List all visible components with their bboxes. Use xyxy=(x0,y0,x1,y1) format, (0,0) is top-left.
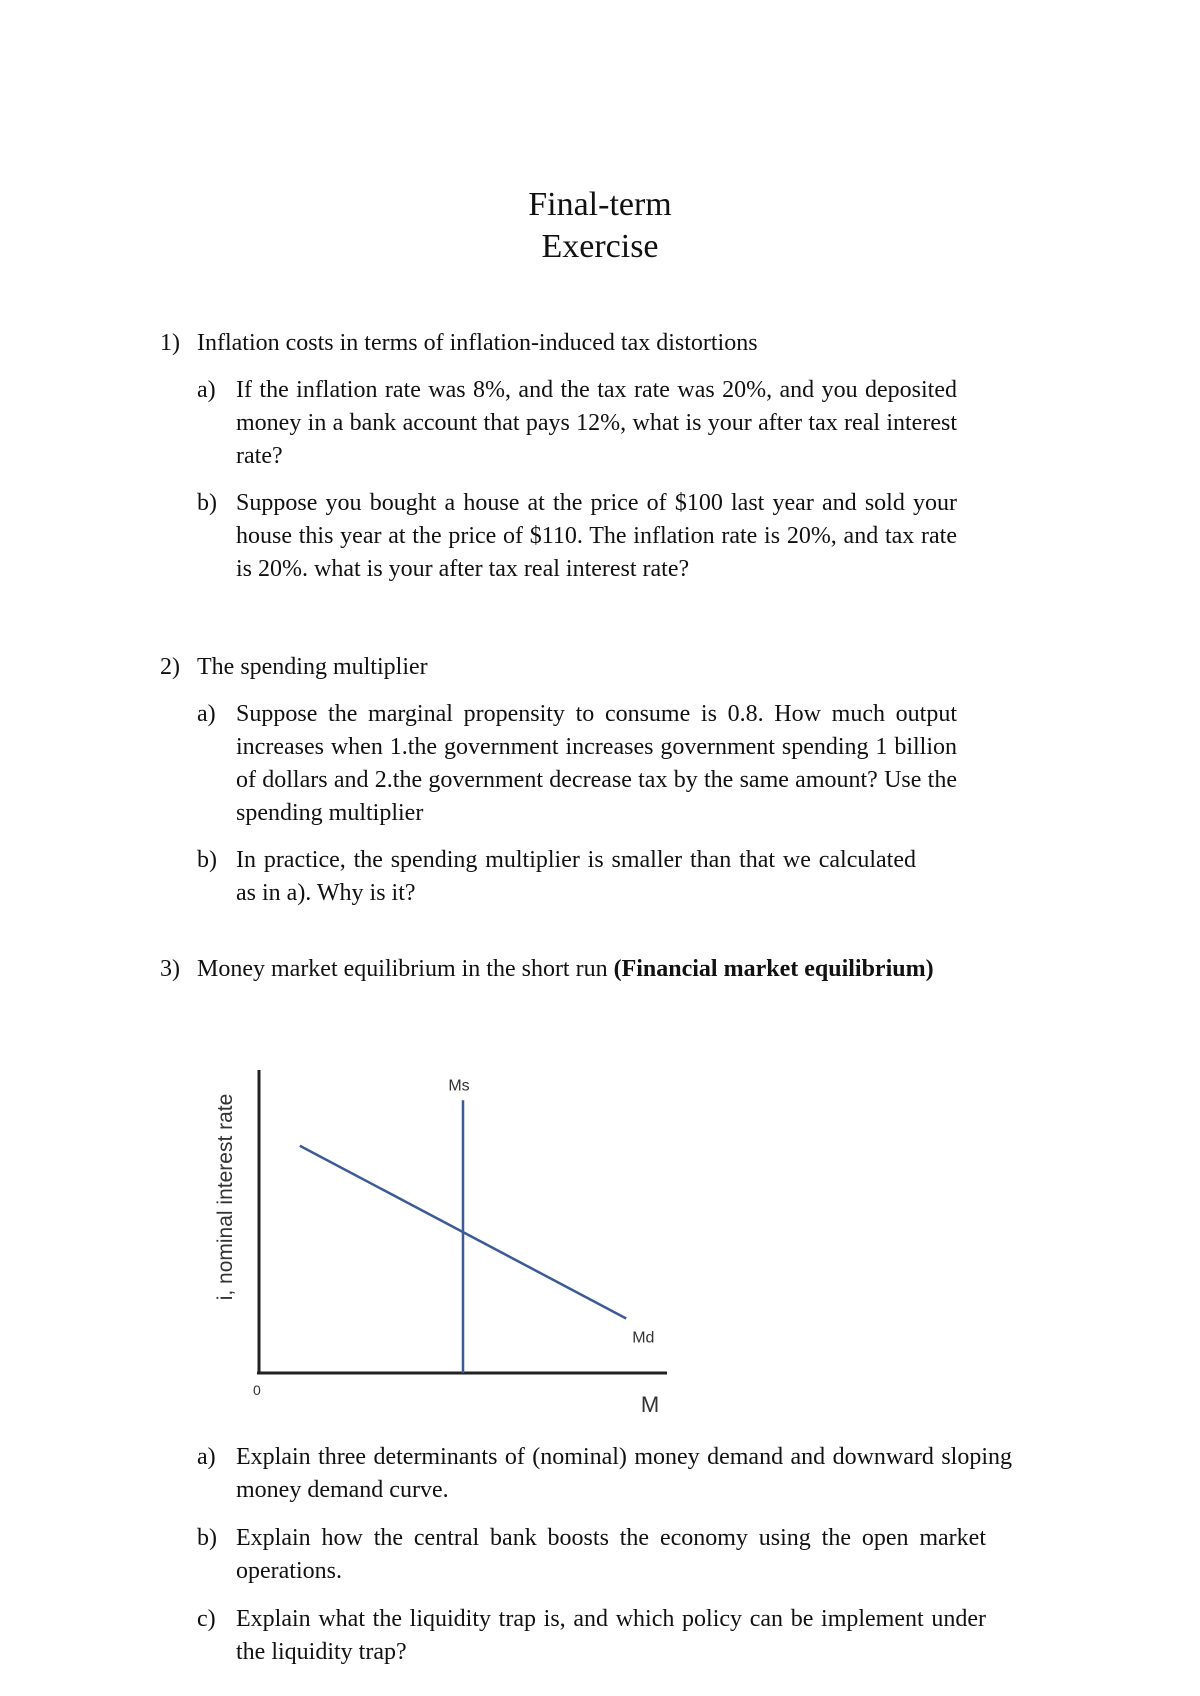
subquestion-text: Suppose you bought a house at the price of $100 last year and sold your house this year at the price of $110. The inflation rate is 20%, and tax rate is 20%. what is your after tax real interest rate? xyxy=(236,490,957,582)
question-number: 1) xyxy=(160,330,180,356)
question-3c xyxy=(197,1603,986,1669)
question-number: 2) xyxy=(160,654,180,680)
question-2b xyxy=(197,844,957,910)
subquestion-label: a) xyxy=(197,701,216,727)
y-axis-label: i, nominal interest rate xyxy=(214,1093,237,1301)
subquestion-label: b) xyxy=(197,490,217,516)
question-number: 3) xyxy=(160,956,180,982)
origin-label: 0 xyxy=(253,1382,261,1398)
page-title: Final-term xyxy=(528,186,672,223)
subquestion-label: b) xyxy=(197,847,217,873)
money-demand-line xyxy=(300,1146,626,1319)
money-demand-label: Md xyxy=(632,1329,655,1347)
question-3 xyxy=(160,955,1045,983)
subquestion-text: Explain three determinants of (nominal) money demand and downward sloping money demand curve. xyxy=(236,1444,1012,1503)
question-bold-text: (Financial market equilibrium) xyxy=(613,956,934,982)
subquestion-label: a) xyxy=(197,377,216,403)
subquestion-text: Suppose the marginal propensity to consume is 0.8. How much output increases when 1.the government increases government spending 1 billion of dollars and 2.the government decrease tax by the same amount? Use the spending multiplier xyxy=(236,701,957,826)
question-text: Inflation costs in terms of inflation-induced tax distortions xyxy=(197,330,758,356)
page-subtitle: Exercise xyxy=(541,228,659,265)
question-text: Money market equilibrium in the short run (Financial market equilibrium) xyxy=(197,956,934,982)
subquestion-text: Explain what the liquidity trap is, and which policy can be implement under the liquidity trap? xyxy=(236,1606,986,1665)
subquestion-label: c) xyxy=(197,1606,216,1632)
question-3a xyxy=(197,1441,1012,1507)
x-axis-label: M xyxy=(640,1392,660,1417)
question-2a xyxy=(197,698,957,830)
money-supply-label: Ms xyxy=(448,1077,470,1095)
subquestion-text: If the inflation rate was 8%, and the tax rate was 20%, and you deposited money in a bank account that pays 12%, what is your after tax real interest rate? xyxy=(236,377,957,469)
subquestion-label: a) xyxy=(197,1444,216,1470)
question-text: The spending multiplier xyxy=(197,654,428,680)
subquestion-text: Explain how the central bank boosts the economy using the open market operations. xyxy=(236,1525,986,1584)
question-1b xyxy=(197,487,957,586)
subquestion-text: In practice, the spending multiplier is smaller than that we calculated as in a). Why is it? xyxy=(236,847,916,906)
question-3b xyxy=(197,1522,986,1588)
subquestion-label: b) xyxy=(197,1525,217,1551)
question-1a xyxy=(197,374,957,473)
